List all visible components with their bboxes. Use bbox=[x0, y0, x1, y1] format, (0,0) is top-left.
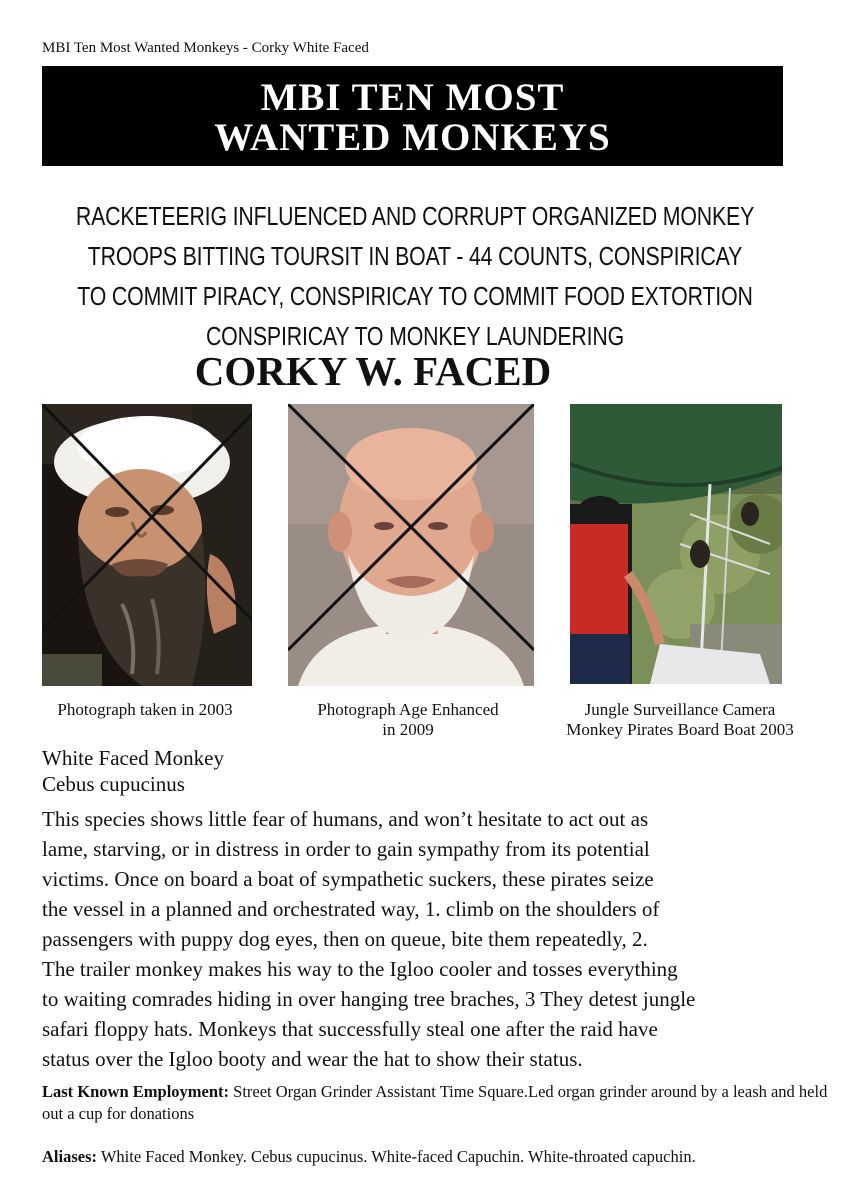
aliases-label: Aliases: bbox=[42, 1147, 97, 1166]
description-line: to waiting comrades hiding in over hanging tree braches, 3 They detest jungle bbox=[42, 987, 696, 1011]
employment-section bbox=[42, 1081, 832, 1125]
employment-label: Last Known Employment: bbox=[42, 1082, 230, 1101]
aliases-section bbox=[42, 1146, 832, 1168]
description-line: lame, starving, or in distress in order to gain sympathy from its potential bbox=[42, 837, 650, 861]
description-line: victims. Once on board a boat of sympathetic suckers, these pirates seize bbox=[42, 867, 654, 891]
banner-line-2: WANTED MONKEYS bbox=[214, 116, 611, 159]
aliases-value: White Faced Monkey. Cebus cupucinus. White-faced Capuchin. White-throated capuchin. bbox=[100, 1147, 696, 1166]
species-latin-name: Cebus cupucinus bbox=[42, 772, 185, 796]
description-line: The trailer monkey makes his way to the Igloo cooler and tosses everything bbox=[42, 957, 678, 981]
description-paragraph bbox=[42, 804, 832, 1074]
employment-value: Street Organ Grinder Assistant Time Square.Led organ grinder around by a leash and held out a cup for donations bbox=[42, 1082, 828, 1123]
charge-line: CONSPIRICAY TO MONKEY LAUNDERING bbox=[205, 321, 625, 351]
document-caption: MBI Ten Most Wanted Monkeys - Corky White Faced bbox=[42, 40, 369, 56]
bearded-man-photo bbox=[42, 404, 252, 686]
mugshot-photo bbox=[288, 404, 534, 686]
caption-line: Jungle Surveillance Camera bbox=[584, 700, 776, 719]
suspect-name: CORKY W. FACED bbox=[194, 348, 552, 394]
description-line: passengers with puppy dog eyes, then on queue, bite them repeatedly, 2. bbox=[42, 927, 648, 951]
photo-caption-2003: Photograph taken in 2003 bbox=[57, 700, 233, 719]
charge-line: RACKETEERIG INFLUENCED AND CORRUPT ORGANIZED MONKEY bbox=[75, 201, 755, 231]
photo-caption-surveillance bbox=[530, 700, 830, 740]
charge-line: TO COMMIT PIRACY, CONSPIRICAY TO COMMIT FOOD EXTORTION bbox=[77, 281, 753, 311]
boat-jungle-photo bbox=[570, 404, 782, 684]
photo-caption-age-enhanced bbox=[286, 700, 530, 740]
description-line: the vessel in a planned and orchestrated way, 1. climb on the shoulders of bbox=[42, 897, 660, 921]
charges-block bbox=[75, 196, 756, 356]
description-line: safari floppy hats. Monkeys that successfully steal one after the raid have bbox=[42, 1017, 658, 1041]
caption-line: in 2009 bbox=[382, 720, 434, 739]
description-line: status over the Igloo booty and wear the hat to show their status. bbox=[42, 1047, 583, 1071]
species-block bbox=[42, 745, 224, 797]
caption-line: Monkey Pirates Board Boat 2003 bbox=[566, 720, 794, 739]
species-common-name: White Faced Monkey bbox=[42, 746, 224, 770]
banner-line-1: MBI TEN MOST bbox=[260, 76, 565, 119]
caption-line: Photograph Age Enhanced bbox=[317, 700, 499, 719]
charge-line: TROOPS BITTING TOURSIT IN BOAT - 44 COUNTS, CONSPIRICAY bbox=[87, 241, 743, 271]
description-line: This species shows little fear of humans, and won’t hesitate to act out as bbox=[42, 807, 649, 831]
title-banner bbox=[42, 66, 783, 166]
